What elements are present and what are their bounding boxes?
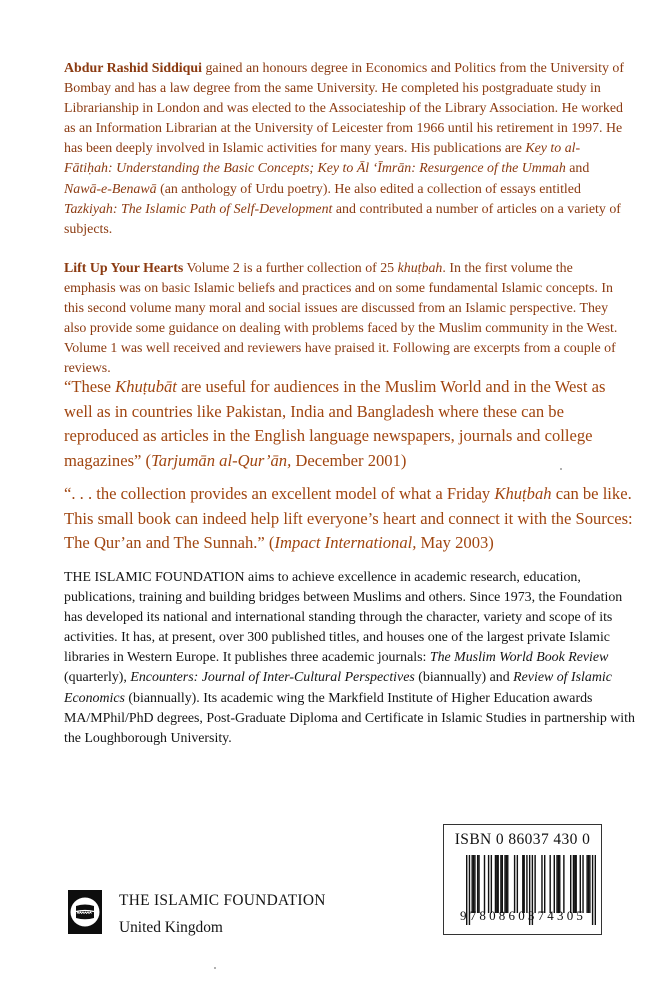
barcode-bar [563,855,564,913]
barcode-bar [526,855,527,913]
publisher-name-block [119,890,326,938]
review-date: December 2001) [291,450,407,470]
description-text: Volume 2 is a further collection of 25 [183,261,398,276]
bio-text: (an anthology of Urdu poetry). He also edited a collection of essays entitled [156,181,581,197]
isbn-label: ISBN 0 86037 430 0 [454,831,591,848]
barcode-bar [491,855,492,913]
barcode-bar [582,855,583,913]
barcode-bar [495,855,496,913]
foundation-description [64,568,644,749]
barcode-bar [573,855,574,913]
barcode-bar [507,855,508,913]
barcode-bar [554,855,555,913]
journal-title: Review of Islamic Economics [64,670,612,706]
term: Khuṭubāt [115,377,177,396]
bio-text: and contributed a number of articles on a variety of subjects. [64,201,621,237]
book-description [64,259,624,380]
barcode-bar [488,855,489,913]
barcode-bar [586,855,587,913]
bio-text: and [565,161,590,177]
author-name: Abdur Rashid Siddiqui [64,61,202,76]
barcode-bar [514,855,515,913]
journal-title: Encounters: Journal of Inter-Cultural Perspectives [130,670,415,686]
barcode-bar [504,855,505,913]
barcode-bar [474,855,475,913]
barcode-bar [574,855,575,913]
book-description-paragraph [64,259,624,380]
publisher-name: THE ISLAMIC FOUNDATION [119,892,326,909]
barcode-bar [473,855,474,913]
review-date: May 2003) [416,533,494,552]
barcode-bar [502,855,503,913]
barcode-bar [496,855,497,913]
foundation-text: THE ISLAMIC FOUNDATION aims to achieve excellence in academic research, education, publications, training and building bridges between Muslims and others. Since 1973, the Foundation has developed its national and international standing through the character, variety and scope of its activities. It has, at present, over 300 published titles, and houses one of the largest private Islamic libraries in Western Europe. It publishes three academic journals: [64,570,623,666]
foundation-paragraph [64,568,644,749]
publication-title: Nawā-e-Benawā [64,181,157,197]
barcode-bar [500,855,501,913]
publication-title: Key to al-Fātiḥah: Understanding the Basic Concepts; Key to Āl ‘Īmrān: Resurgence of the Ummah [64,141,581,177]
barcode-bar [580,855,581,913]
quote-text: are useful for audiences in the Muslim World and in the West as well as in countries like Pakistan, India and Bangladesh where these can be reproduced as articles in the English language newspapers, journals and college magazines” ( [64,377,606,470]
barcode-bar [534,855,535,913]
description-text: . In the first volume the emphasis was on basic Islamic beliefs and practices and on some fundamental Islamic concepts. In this second volume many moral and social issues are discussed from an Islamic perspective. They also provide some guidance on dealing with problems faced by the Muslim community in the West. Volume 1 was well received and reviewers have praised it. Following are excerpts from a couple of reviews. [64,261,618,377]
barcode-bar [592,855,593,925]
term: khuṭbah [397,261,443,276]
barcode-bar [522,855,523,913]
review-source: Tarjumān al-Qur’ān, [151,450,292,470]
barcode-bar [556,855,557,913]
barcode-bar [558,855,559,913]
foundation-text: (biannually). Its academic wing the Markfield Institute of Higher Education awards MA/MPhil/PhD degrees, Post-Graduate Diploma and Certificate in Islamic Studies in partnership with the Loughborough University. [64,690,635,746]
barcode-bar [477,855,478,913]
barcode-bar [506,855,507,913]
speck [214,967,216,969]
barcode-bar [559,855,560,913]
barcode-bar [478,855,479,913]
quote-text: “. . . the collection provides an excellent model of what a Friday [64,484,495,503]
barcode-bar [570,855,571,913]
barcode-bar [471,855,472,913]
foundation-text: (quarterly), [64,670,131,686]
publication-title: Tazkiyah: The Islamic Path of Self-Development [64,201,333,217]
barcode-bar [497,855,498,913]
quote-text: can be like. This small book can indeed help lift everyone’s heart and connect it with the Sources: The Qur’an and The Sunnah.” ( [64,484,633,552]
publisher-imprint [68,890,326,938]
author-bio-paragraph [64,59,624,240]
review-quotes [64,375,634,565]
author-bio [64,59,624,240]
kaaba-logo-icon [68,890,102,934]
barcode-bar [595,855,596,925]
barcode-bar [589,855,590,913]
speck [560,468,562,470]
term: Khuṭbah [494,484,552,503]
foundation-text: (biannually) and [414,670,514,686]
barcode-bar [541,855,542,913]
quote-text: “These [64,377,116,396]
barcode-bar [517,855,518,913]
barcode-bar [523,855,524,913]
review-quote [64,375,634,473]
barcode-bar [544,855,545,913]
book-title: Lift Up Your Hearts [64,261,184,276]
publisher-country: United Kingdom [119,919,223,936]
barcode-bar [588,855,589,913]
barcode-bar [484,855,485,913]
isbn-barcode-box [443,824,602,935]
barcode-bar [575,855,576,913]
kaaba-logo-graphic [68,890,102,934]
review-source: Impact International, [274,533,417,552]
review-quote [64,482,634,556]
barcode-bar [549,855,550,913]
journal-title: The Muslim World Book Review [429,650,609,666]
barcode-number: 9780860374305 [460,908,587,923]
bio-text: gained an honours degree in Economics and Politics from the University of Bombay and has a law degree from the same University. He completed his postgraduate study in Librarianship in London and was elected to the Associateship of the Library Association. He worked as an Information Librarian at the University of Leicester from 1966 until his retirement in 1997. He has been deeply involved in Islamic activities for many years. His publications are [64,61,624,157]
